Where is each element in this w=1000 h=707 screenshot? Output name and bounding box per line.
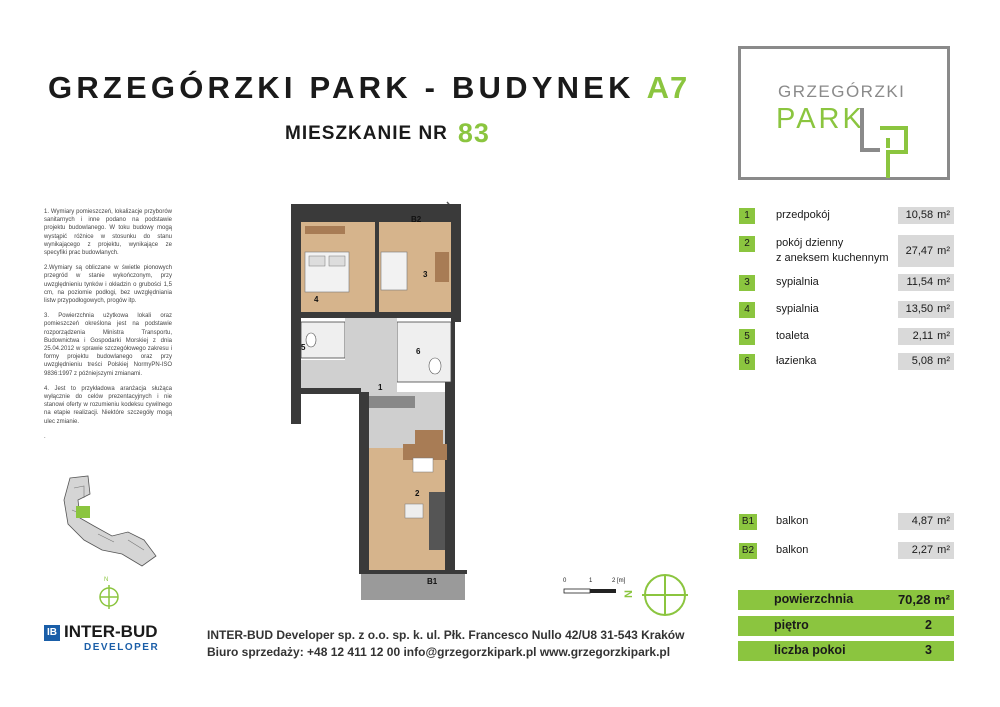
compass-north-label: N bbox=[622, 590, 635, 598]
scale-tick-2: 2 [m] bbox=[612, 578, 626, 584]
note-1: 1. Wymiary pomieszczeń, lokalizacje przyborów sanitarnych i inne podano na podstawie projektu budowlanego. W toku budowy mogą wystąpić różnice w stosunku do stanu wynikającego z projektu, wynikające ze specyfiki prac budowlanych. bbox=[44, 209, 172, 257]
note-3: 3. Powierzchnia użytkowa lokali oraz pomieszczeń określona jest na podstawie rozporządzenia Ministra Transportu, Budownictwa i Gospodarki Morskiej z dnia 25.04.2012 w sprawie szczegółowego zakresu i formy projektu budowlanego oraz przy uwzględnieniu treści Polskiej NormyPN-ISO 9836:1997 z późniejszymi zmianami. bbox=[44, 313, 172, 377]
compass-icon bbox=[640, 570, 690, 620]
floor-plan bbox=[285, 192, 475, 602]
room-name-3: sypialnia bbox=[776, 276, 819, 288]
room-area-6: 5,08 m² bbox=[898, 353, 954, 370]
summary-rooms bbox=[738, 641, 954, 661]
plan-label-b2: B2 bbox=[411, 215, 422, 224]
note-2: 2.Wymiary są obliczane w świetle pionowych przegród w stanie wykończonym, przy uwzględnieniu tynków i okładzin o grubości 1,5 cm, na poziomie podłogi, bez uwzględniania listw przypodłogowych, progów itp. bbox=[44, 265, 172, 305]
room-name-5: toaleta bbox=[776, 330, 810, 342]
room-num-5: 5 bbox=[739, 329, 755, 345]
note-4: 4. Jest to przykładowa aranżacja służąca wyłącznie do celów prezentacyjnych i nie stanowi oferty w rozumieniu kodeksu cywilnego na etapie realizacji. Niektóre szczegóły mogą ulec zmianie. bbox=[44, 385, 172, 425]
subtitle-label: MIESZKANIE NR bbox=[285, 123, 448, 144]
footer-address: INTER-BUD Developer sp. z o.o. sp. k. ul. Płk. Francesco Nullo 42/U8 31-543 Kraków bbox=[207, 628, 685, 642]
balcony-name-b2: balkon bbox=[776, 544, 809, 556]
developer-logo-name: INTER-BUD bbox=[64, 622, 158, 641]
summary-rooms-value: 3 bbox=[925, 643, 932, 657]
key-plan-highlight bbox=[76, 506, 90, 518]
plan-label-3: 3 bbox=[423, 270, 428, 279]
plan-label-5: 5 bbox=[301, 343, 306, 352]
room-num-6: 6 bbox=[739, 354, 755, 370]
plan-label-6: 6 bbox=[416, 347, 421, 356]
plan-label-1: 1 bbox=[378, 383, 383, 392]
room-name-4: sypialnia bbox=[776, 303, 819, 315]
footer-contact: Biuro sprzedaży: +48 12 411 12 00 info@grzegorzkipark.pl www.grzegorzkipark.pl bbox=[207, 645, 671, 659]
room-num-4: 4 bbox=[739, 302, 755, 318]
bathroom-floor bbox=[397, 322, 451, 382]
summary-floor-value: 2 bbox=[925, 618, 932, 632]
brand-logo-park: PARK bbox=[776, 103, 865, 135]
key-north-label: N bbox=[104, 577, 109, 583]
plan-label-4: 4 bbox=[314, 295, 319, 304]
room-num-3: 3 bbox=[739, 275, 755, 291]
apartment-number: 83 bbox=[457, 118, 490, 148]
summary-area-label: powierzchnia bbox=[774, 592, 854, 606]
scale-tick-1: 1 bbox=[589, 578, 593, 584]
developer-logo-sub: DEVELOPER bbox=[84, 642, 160, 653]
summary-rooms-label: liczba pokoi bbox=[774, 643, 846, 657]
plan-label-2: 2 bbox=[415, 489, 420, 498]
scale-bar bbox=[562, 585, 622, 597]
summary-area bbox=[738, 590, 954, 610]
room-area-3: 11,54 m² bbox=[898, 274, 954, 291]
balcony-area-b1: 4,87 m² bbox=[898, 513, 954, 530]
room-name-1: przedpokój bbox=[776, 209, 830, 221]
note-5: . bbox=[44, 433, 46, 440]
balcony-name-b1: balkon bbox=[776, 515, 809, 527]
notes-block bbox=[44, 208, 172, 448]
title-main: GRZEGÓRZKI PARK - BUDYNEK bbox=[48, 70, 635, 105]
apartment-subtitle bbox=[285, 118, 490, 149]
room-name-6: łazienka bbox=[776, 355, 817, 367]
brand-logo-mark-icon bbox=[858, 104, 918, 182]
room-area-5: 2,11 m² bbox=[898, 328, 954, 345]
page-title bbox=[48, 70, 688, 106]
site-key-plan bbox=[58, 470, 168, 570]
balcony-num-b1: B1 bbox=[739, 514, 757, 530]
summary-floor-label: piętro bbox=[774, 618, 809, 632]
title-building: A7 bbox=[646, 70, 689, 105]
summary-floor bbox=[738, 616, 954, 636]
developer-logo-mark: IB bbox=[44, 625, 60, 641]
room-num-1: 1 bbox=[739, 208, 755, 224]
room-area-1: 10,58 m² bbox=[898, 207, 954, 224]
balcony-num-b2: B2 bbox=[739, 543, 757, 559]
brand-logo-name: GRZEGÓRZKI bbox=[778, 82, 906, 101]
plan-label-b1: B1 bbox=[427, 577, 438, 586]
room-area-2: 27,47 m² bbox=[898, 235, 954, 267]
balcony-b1-area bbox=[361, 572, 465, 600]
key-compass-icon bbox=[96, 584, 122, 610]
room-name-2: pokój dzienny z aneksem kuchennym bbox=[776, 237, 889, 264]
balcony-area-b2: 2,27 m² bbox=[898, 542, 954, 559]
scale-tick-0: 0 bbox=[563, 578, 567, 584]
summary-area-value: 70,28 m² bbox=[897, 592, 950, 607]
room-area-4: 13,50 m² bbox=[898, 301, 954, 318]
room-num-2: 2 bbox=[739, 236, 755, 252]
